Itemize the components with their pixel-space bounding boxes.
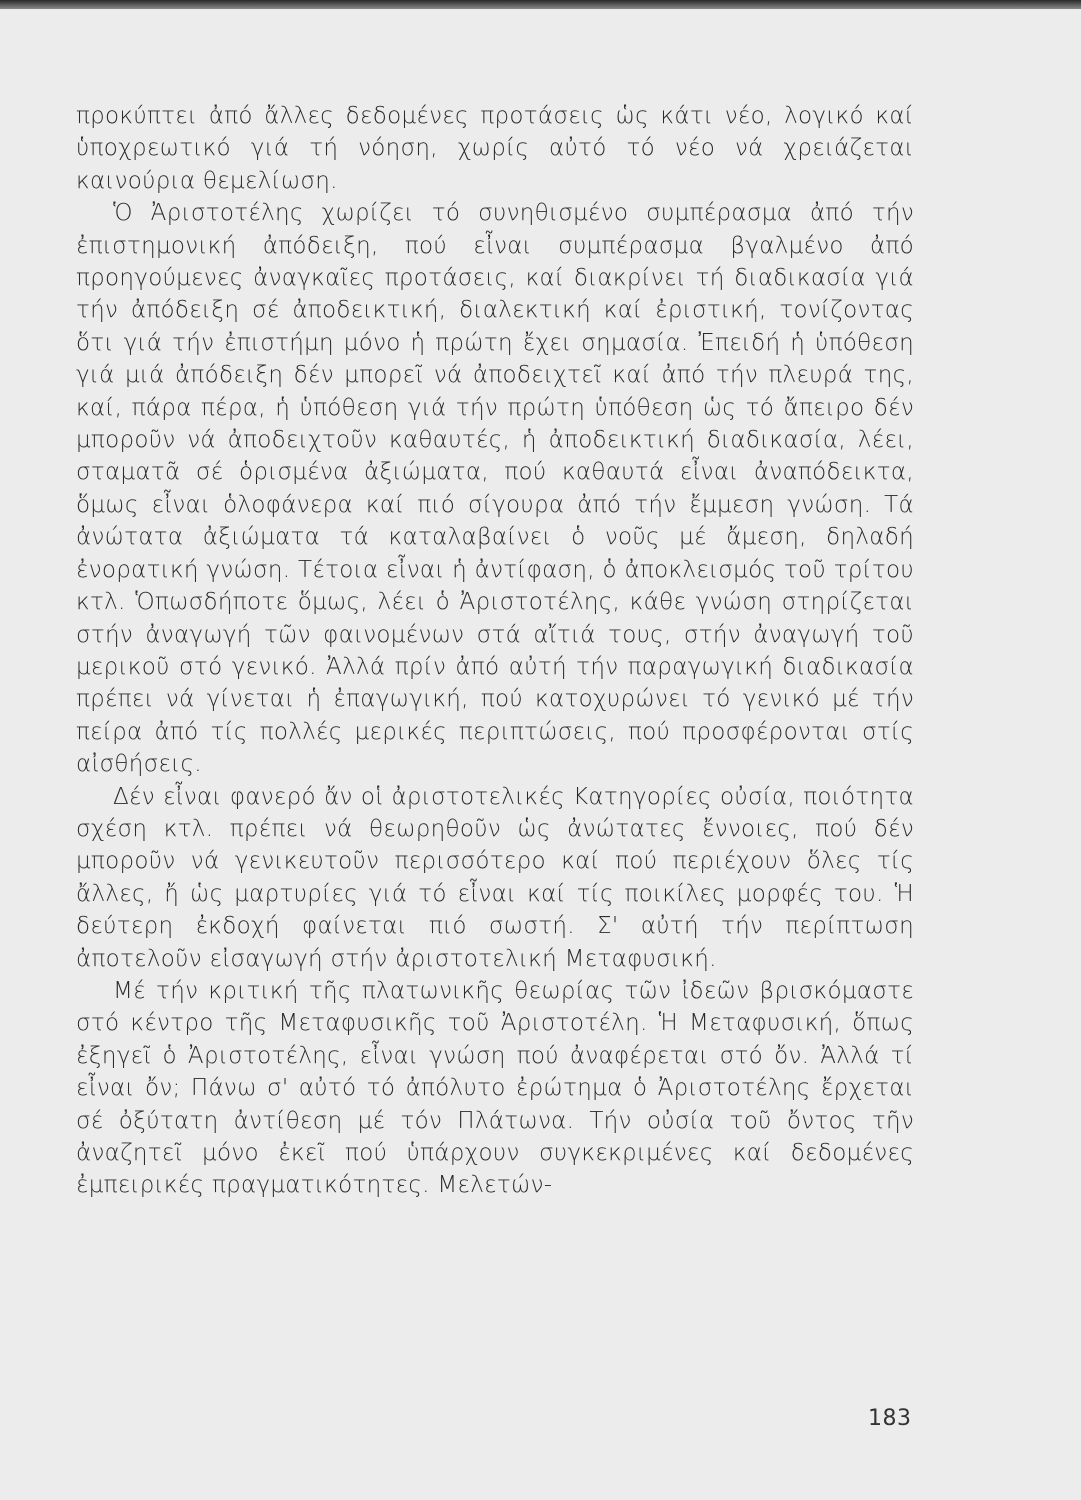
scan-top-edge	[0, 0, 1081, 9]
paragraph-metaphysics: Μέ τήν κριτική τῆς πλατωνικῆς θεωρίας τῶν ἰδεῶν βρισκόμαστε στό κέντρο τῆς Μεταφυσικῆς τοῦ Ἀριστοτέλη. Ἡ Μεταφυσική, ὅπως ἐξηγεῖ ὁ Ἀριστοτέλης, εἶναι γνώση πού ἀναφέρεται στό ὄν. Ἀλλά τί εἶναι ὄν; Πάνω σ' αὐτό τό ἀπόλυτο ἐρώτημα ὁ Ἀριστοτέλης ἔρχεται σέ ὀξύτατη ἀντίθεση μέ τόν Πλάτωνα. Τήν οὐσία τοῦ ὄντος τῆν ἀναζητεῖ μόνο ἐκεῖ πού ὑπάρχουν συγκεκριμένες καί δεδομένες ἐμπειρικές πραγματικότητες. Μελετών-	[76, 977, 914, 1199]
paragraph-categories: Δέν εἶναι φανερό ἄν οἱ ἀριστοτελικές Κατηγορίες οὐσία, ποιότητα σχέση κτλ. πρέπει νά θεωρηθοῦν ὡς ἀνώτατες ἔννοιες, πού δέν μποροῦν νά γενικευτοῦν περισσότερο καί πού περιέχουν ὅλες τίς ἄλλες, ἤ ὡς μαρτυρίες γιά τό εἶναι καί τίς ποικίλες μορφές του. Ἡ δεύτερη ἐκδοχή φαίνεται πιό σωστή. Σ' αὐτή τήν περίπτωση ἀποτελοῦν εἰσαγωγή στήν ἀριστοτελική Μεταφυσική.	[76, 783, 914, 972]
page-body-text	[76, 100, 914, 1202]
page-number: 183	[868, 1406, 912, 1431]
paragraph-aristotle-proof: Ὁ Ἀριστοτέλης χωρίζει τό συνηθισμένο συμπέρασμα ἀπό τήν ἐπιστημονική ἀπόδειξη, πού εἶναι συμπέρασμα βγαλμένο ἀπό προηγούμενες ἀναγκαῖες προτάσεις, καί διακρίνει τή διαδικασία γιά τήν ἀπόδειξη σέ ἀποδεικτική, διαλεκτική καί ἐριστική, τονίζοντας ὅτι γιά τήν ἐπιστήμη μόνο ἡ πρώτη ἔχει σημασία. Ἐπειδή ἡ ὑπόθεση γιά μιά ἀπόδειξη δέν μπορεῖ νά ἀποδειχτεῖ καί ἀπό τήν πλευρά της, καί, πάρα πέρα, ἡ ὑπόθεση γιά τήν πρώτη ὑπόθεση ὡς τό ἄπειρο δέν μποροῦν νά ἀποδειχτοῦν καθαυτές, ἡ ἀποδεικτική διαδικασία, λέει, σταματᾶ σέ ὁρισμένα ἀξιώματα, πού καθαυτά εἶναι ἀναπόδεικτα, ὅμως εἶναι ὁλοφάνερα καί πιό σίγουρα ἀπό τήν ἔμμεση γνώση. Τά ἀνώτατα ἀξιώματα τά καταλαβαίνει ὁ νοῦς μέ ἄμεση, δηλαδή ἐνορατική γνώση. Τέτοια εἶναι ἡ ἀντίφαση, ὁ ἀποκλεισμός τοῦ τρίτου κτλ. Ὁπωσδήποτε ὅμως, λέει ὁ Ἀριστοτέλης, κάθε γνώση στηρίζεται στήν ἀναγωγή τῶν φαινομένων στά αἴτιά τους, στήν ἀναγωγή τοῦ μερικοῦ στό γενικό. Ἀλλά πρίν ἀπό αὐτή τήν παραγωγική διαδικασία πρέπει νά γίνεται ἡ ἐπαγωγική, πού κατοχυρώνει τό γενικό μέ τήν πείρα ἀπό τίς πολλές μερικές περιπτώσεις, πού προσφέρονται στίς αἰσθήσεις.	[76, 200, 914, 778]
paragraph-continuation: προκύπτει ἀπό ἄλλες δεδομένες προτάσεις ὡς κάτι νέο, λογικό καί ὑποχρεωτικό γιά τή νόηση, χωρίς αὐτό τό νέο νά χρειάζεται καινούρια θεμελίωση.	[76, 103, 914, 194]
